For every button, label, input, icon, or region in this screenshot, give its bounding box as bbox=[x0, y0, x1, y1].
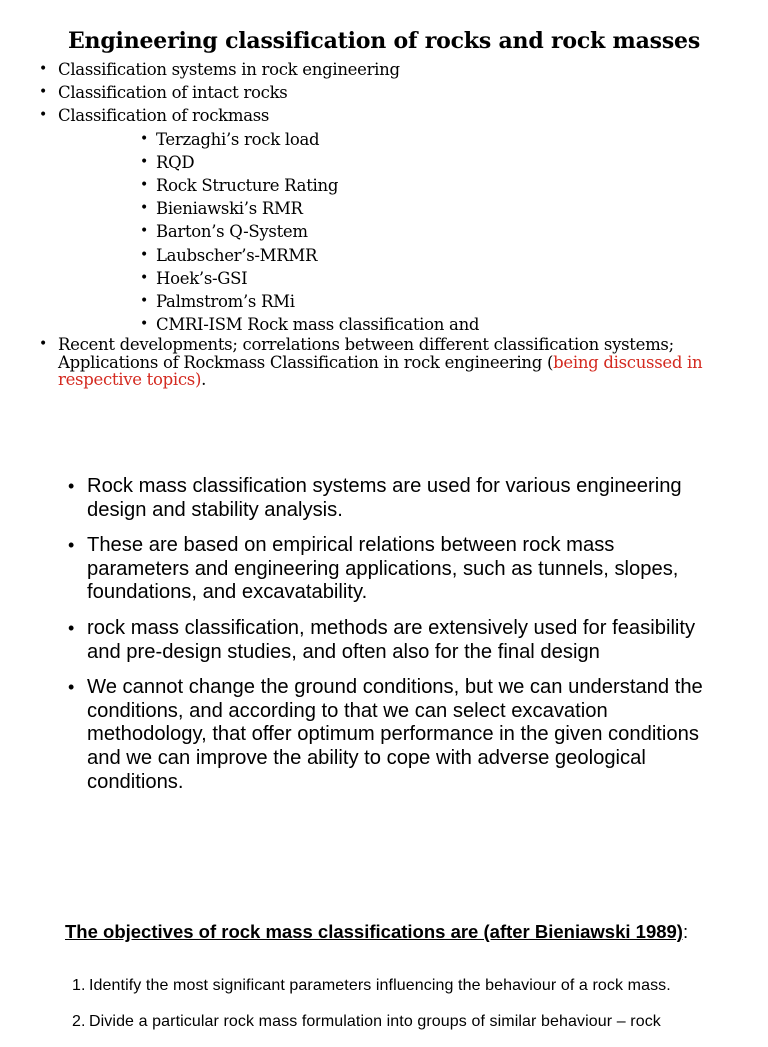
bullet-icon: • bbox=[140, 293, 148, 310]
outline-item: • Classification systems in rock engineering bbox=[0, 58, 768, 81]
objectives-list bbox=[0, 975, 768, 1047]
outline-subitem: • Rock Structure Rating bbox=[0, 174, 768, 197]
bullet-icon: • bbox=[140, 130, 148, 147]
outline-subitem: • Bieniawski’s RMR bbox=[0, 197, 768, 220]
numbered-item: 2. Divide a particular rock mass formulation into groups of similar behaviour – rock bbox=[72, 1013, 661, 1030]
bullet-icon: • bbox=[39, 336, 47, 353]
bullet-icon: • bbox=[140, 246, 148, 263]
highlight-text: being discussed in respective topics) bbox=[58, 352, 703, 390]
outline-subitem: • Barton’s Q-System bbox=[0, 220, 768, 243]
bullet-icon: • bbox=[39, 84, 47, 101]
outline-item: • Classification of intact rocks bbox=[0, 81, 768, 104]
bullet-icon: • bbox=[140, 153, 148, 170]
list-item: • Rock mass classification systems are used for various engineering design and stability analysis. bbox=[68, 475, 682, 521]
bullet-icon: • bbox=[140, 316, 148, 333]
objectives-heading: The objectives of rock mass classifications are (after Bieniawski 1989): bbox=[65, 921, 689, 942]
outline-subitem: • Hoek’s-GSI bbox=[0, 267, 768, 290]
page-title: Engineering classification of rocks and rock masses bbox=[67, 28, 701, 54]
bullet-icon: • bbox=[140, 200, 148, 217]
outline-subitem: • RQD bbox=[0, 151, 768, 174]
outline-list bbox=[0, 58, 768, 389]
bullet-icon: • bbox=[140, 223, 148, 240]
outline-subitem: • Terzaghi’s rock load bbox=[0, 128, 768, 151]
bullet-icon: • bbox=[68, 617, 75, 638]
numbered-item: 1. Identify the most significant parameters influencing the behaviour of a rock mass. bbox=[72, 977, 671, 994]
summary-bullets bbox=[0, 475, 768, 806]
bullet-icon: • bbox=[140, 177, 148, 194]
list-item: • We cannot change the ground conditions, but we can understand the conditions, and according to that we can select excavation methodology, that offer optimum performance in the given conditions and we can improve the ability to cope with adverse geological conditions. bbox=[68, 676, 703, 793]
bullet-icon: • bbox=[68, 476, 75, 496]
outline-item: • Classification of rockmass bbox=[0, 104, 768, 127]
outline-item-recent: • Recent developments; correlations between different classification systems; Applications of Rockmass Classification in rock engineering (being discussed in respective topics). bbox=[39, 335, 703, 390]
list-item: • rock mass classification, methods are extensively used for feasibility and pre-design studies, and often also for the final design bbox=[68, 616, 696, 663]
bullet-icon: • bbox=[39, 61, 47, 77]
bullet-icon: • bbox=[68, 535, 75, 556]
outline-subitem: • Laubscher’s-MRMR bbox=[0, 244, 768, 267]
bullet-icon: • bbox=[140, 269, 148, 286]
bullet-icon: • bbox=[39, 107, 47, 124]
list-item: • These are based on empirical relations between rock mass parameters and engineering applications, such as tunnels, slopes, foundations, and excavatability. bbox=[68, 534, 679, 604]
outline-subitem: • CMRI-ISM Rock mass classification and bbox=[0, 313, 768, 336]
outline-subitem: • Palmstrom’s RMi bbox=[0, 290, 768, 313]
bullet-icon: • bbox=[68, 677, 75, 698]
